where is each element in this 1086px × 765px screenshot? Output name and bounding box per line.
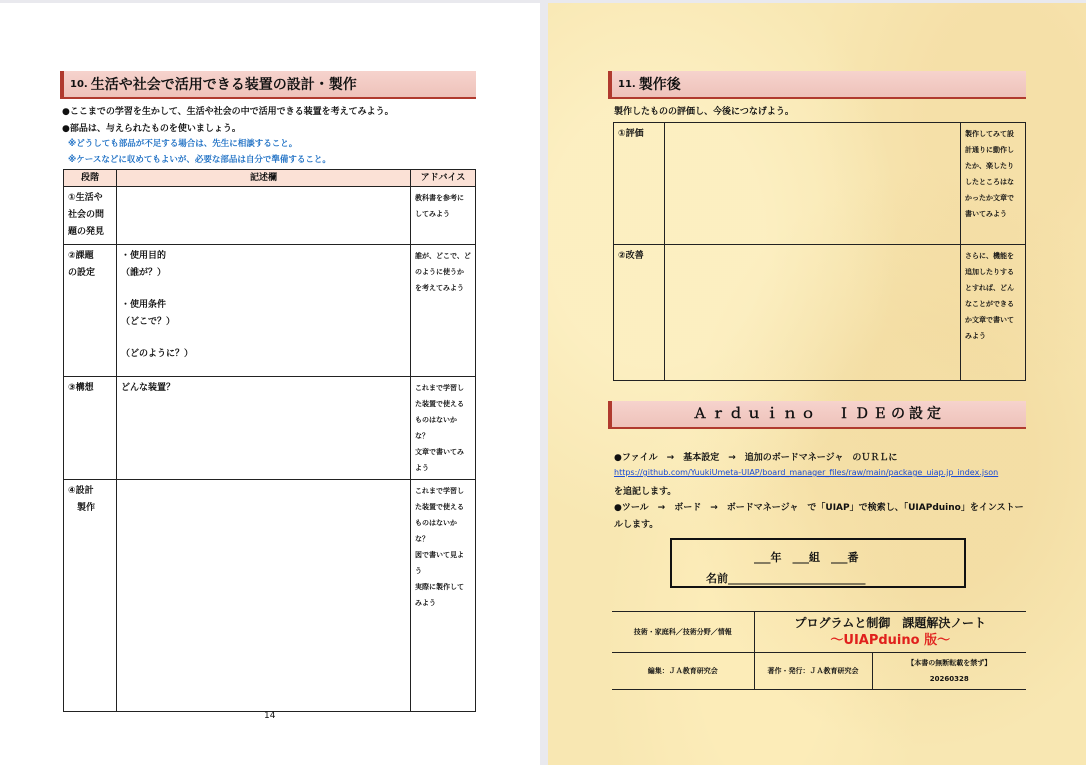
header-description: 記述欄 xyxy=(117,170,411,187)
table-row xyxy=(614,245,1026,381)
right-page xyxy=(548,3,1086,765)
description-cell[interactable] xyxy=(117,480,411,712)
intro-line: ●ここまでの学習を生かして、生活や社会の中で活用できる装置を考えてみよう。 xyxy=(62,107,394,117)
label-cell: ①評価 xyxy=(614,123,665,245)
ide-instruction: ●ツール → ボード → ボードマネージャ で「UIAP」で検索し、「UIAPduino」をインストー xyxy=(614,503,1024,513)
colophon-subtitle: ～UIAPduino 版～ xyxy=(830,633,951,648)
stage-cell: ①生活や 社会の問 題の発見 xyxy=(64,187,117,245)
design-table xyxy=(63,169,476,712)
description-cell[interactable] xyxy=(117,187,411,245)
table-row xyxy=(64,187,476,245)
advice-cell: 製作してみて設 計通りに動作し たか、楽したり したところはな かったか文章で 書いてみよう xyxy=(961,123,1026,245)
label-cell: ②改善 xyxy=(614,245,665,381)
section-title: 製作後 xyxy=(638,77,681,93)
page-number: 14 xyxy=(264,711,276,721)
advice-cell: 誰が、どこで、ど のように使うか を考えてみよう xyxy=(411,245,476,377)
advice-cell: これまで学習し た装置で使える ものはないか な？ 文章で書いてみ よう xyxy=(411,377,476,480)
arduino-ide-header: Ａｒｄｕｉｎｏ ＩＤＥの設定 xyxy=(608,401,1026,429)
intro-line: ●部品は、与えられたものを使いましょう。 xyxy=(62,124,241,134)
stage-cell: ②課題 の設定 xyxy=(64,245,117,377)
advice-cell: 教科書を参考に してみよう xyxy=(411,187,476,245)
colophon-code: 20260328 xyxy=(929,675,969,683)
ide-instruction: を追記します。 xyxy=(614,487,677,497)
board-manager-url[interactable]: https://github.com/YuukiUmeta-UIAP/board_manager_files/raw/main/package_uiap.jp_index.json xyxy=(614,468,999,477)
ide-instruction: ●ファイル → 基本設定 → 追加のボードマネージャ のＵＲＬに xyxy=(614,453,898,463)
ide-instruction: ルします。 xyxy=(614,520,659,530)
description-cell[interactable] xyxy=(665,123,961,245)
header-advice: アドバイス xyxy=(411,170,476,187)
table-row xyxy=(64,377,476,480)
description-cell[interactable] xyxy=(665,245,961,381)
section-11-header xyxy=(608,71,1026,99)
table-row xyxy=(64,245,476,377)
colophon xyxy=(612,611,1026,690)
colophon-editor: 編集：ＪＡ教育研究会 xyxy=(612,653,754,690)
note-line: ※どうしても部品が不足する場合は、先生に相談すること。 xyxy=(68,139,298,149)
section-10-header xyxy=(60,71,476,99)
colophon-subject: 技術・家庭科／技術分野／情報 xyxy=(612,612,754,653)
section-title: 生活や社会で活用できる装置の設計・製作 xyxy=(90,77,357,93)
header-stage: 段階 xyxy=(64,170,117,187)
evaluation-table xyxy=(613,122,1026,381)
table-row xyxy=(64,480,476,712)
class-number-line: ___年 ___組 ___番 xyxy=(754,551,859,564)
section-number: 11. xyxy=(618,78,636,90)
stage-cell: ③構想 xyxy=(64,377,117,480)
intro-line: 製作したものの評価し、今後につなげよう。 xyxy=(614,107,794,117)
colophon-title: プログラムと制御 課題解決ノート xyxy=(794,616,987,630)
colophon-publisher: 著作・発行：ＪＡ教育研究会 xyxy=(754,653,872,690)
advice-cell: さらに、機能を 追加したりする とすれば、どん なことができる か文章で書いて みよう xyxy=(961,245,1026,381)
stage-cell: ④設計 製作 xyxy=(64,480,117,712)
note-line: ※ケースなどに収めてもよいが、必要な部品は自分で準備すること。 xyxy=(68,155,331,165)
left-page xyxy=(0,3,540,765)
description-cell[interactable]: ・使用目的 （誰が？） ・使用条件 （どこで？） （どのように？） xyxy=(117,245,411,377)
name-box[interactable] xyxy=(670,538,966,588)
description-cell[interactable]: どんな装置？ xyxy=(117,377,411,480)
name-line: 名前_________________________ xyxy=(706,572,866,585)
table-row xyxy=(614,123,1026,245)
colophon-notice: 【本書の無断転載を禁ず】 xyxy=(907,659,992,667)
advice-cell: これまで学習し た装置で使える ものはないか な？ 図で書いて見よ う 実際に製作して みよう xyxy=(411,480,476,712)
section-number: 10. xyxy=(70,78,88,90)
